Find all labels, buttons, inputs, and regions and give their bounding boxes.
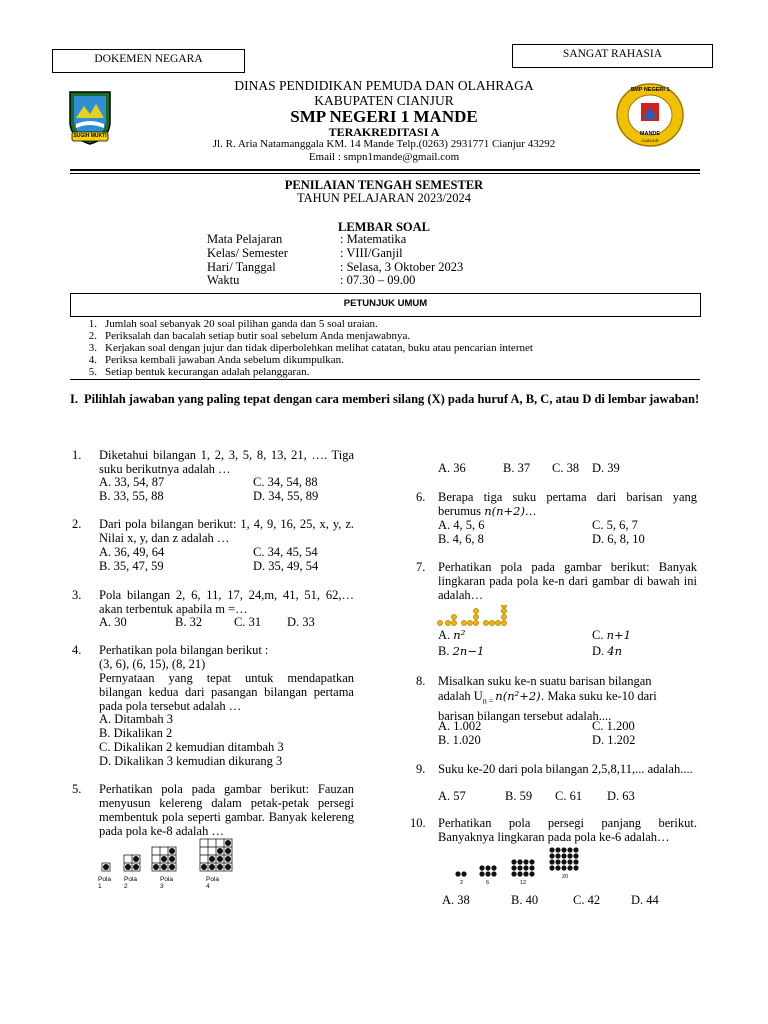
exam-title: PENILAIAN TENGAH SEMESTER bbox=[284, 178, 484, 192]
rule-item: 5. Setiap bentuk kecurangan adalah pelanggaran. bbox=[88, 366, 310, 378]
rules-list bbox=[70, 318, 700, 378]
q1-option-a: A. 33, 54, 87 bbox=[99, 475, 165, 489]
q3-option-d: D. 33 bbox=[287, 615, 315, 629]
q10-rectangle-pattern-figure bbox=[452, 846, 602, 888]
q5-pattern-label: Pola 1 bbox=[98, 876, 112, 890]
q9-option-c: C. 61 bbox=[555, 789, 583, 803]
q9-option-d: D. 63 bbox=[607, 789, 635, 803]
q5-option-d: D. 39 bbox=[592, 461, 620, 475]
header-divider bbox=[70, 169, 700, 171]
q7-option-b: B. 2n−1 bbox=[438, 644, 485, 658]
doc-label-left: DOKEMEN NEGARA bbox=[52, 49, 245, 73]
q2-option-a: A. 36, 49, 64 bbox=[99, 545, 165, 559]
q6-option-c: C. 5, 6, 7 bbox=[592, 518, 638, 532]
info-class: Kelas/ Semester : VIII/Ganjil bbox=[207, 246, 403, 260]
q8-option-d: D. 1.202 bbox=[592, 733, 636, 747]
q1-option-c: C. 34, 54, 88 bbox=[253, 475, 318, 489]
rule-item: 2. Periksalah dan bacalah setiap butir soal sebelum Anda menjawabnya. bbox=[88, 330, 411, 342]
q5-option-c: C. 38 bbox=[552, 461, 580, 475]
header-divider-thin bbox=[70, 173, 700, 174]
petunjuk-title: PETUNJUK UMUM bbox=[70, 293, 701, 317]
school-logo-text-bottom: MANDE bbox=[639, 131, 661, 137]
school-name: SMP NEGERI 1 MANDE bbox=[290, 107, 478, 126]
q3-option-c: C. 31 bbox=[234, 615, 262, 629]
rules-divider bbox=[70, 379, 700, 380]
q10-dot-rectangles bbox=[452, 846, 602, 880]
q5-marble-pattern-figure bbox=[98, 838, 258, 888]
q10-option-a: A. 38 bbox=[442, 893, 470, 907]
q9-option-b: B. 59 bbox=[505, 789, 533, 803]
q4-option-d: D. Dikalikan 3 kemudian dikurang 3 bbox=[99, 754, 283, 768]
info-date: Hari/ Tanggal : Selasa, 3 Oktober 2023 bbox=[207, 260, 464, 274]
q3-option-a: A. 30 bbox=[99, 615, 127, 629]
q10-option-d: D. 44 bbox=[631, 893, 659, 907]
q4-option-b: B. Dikalikan 2 bbox=[99, 726, 173, 740]
q10-option-c: C. 42 bbox=[573, 893, 601, 907]
q2-option-c: C. 34, 45, 54 bbox=[253, 545, 318, 559]
school-address: Jl. R. Aria Natamanggala KM. 14 Mande Telp.(0263) 2931771 Cianjur 43292 bbox=[212, 138, 556, 150]
q10-pattern-label: 20 bbox=[562, 874, 569, 880]
q7-option-a: A. n² bbox=[438, 628, 466, 642]
q10-pattern-label: 2 bbox=[460, 880, 464, 886]
q6-option-a: A. 4, 5, 6 bbox=[438, 518, 485, 532]
q3-option-b: B. 32 bbox=[175, 615, 203, 629]
district-logo-motto: SUGIH MUKTI bbox=[73, 133, 107, 139]
school-email: Email : smpn1mande@gmail.com bbox=[308, 151, 460, 163]
q10-option-b: B. 40 bbox=[511, 893, 539, 907]
q10-pattern-label: 6 bbox=[486, 880, 490, 886]
q8-option-c: C. 1.200 bbox=[592, 719, 635, 733]
section-instruction: I. Pilihlah jawaban yang paling tepat dengan cara memberi silang (X) pada huruf A, B, C, atau D di lembar jawaban! bbox=[70, 392, 700, 406]
rule-item: 3. Kerjakan soal dengan jujur dan tidak diperbolehkan melihat catatan, buku atau pencarian internet bbox=[88, 342, 533, 354]
q8-option-a: A. 1.002 bbox=[438, 719, 482, 733]
exam-year: TAHUN PELAJARAN 2023/2024 bbox=[297, 191, 471, 205]
q7-option-d: D. 4n bbox=[592, 644, 623, 658]
doc-label-right: SANGAT RAHASIA bbox=[512, 44, 713, 68]
header-line-2: KABUPATEN CIANJUR bbox=[314, 93, 454, 108]
q4-option-c: C. Dikalikan 2 kemudian ditambah 3 bbox=[99, 740, 284, 754]
q5-pattern-label: Pola 4 bbox=[206, 876, 220, 890]
q5-option-b: B. 37 bbox=[503, 461, 531, 475]
school-logo-text-small: CIANJUR bbox=[641, 138, 659, 143]
q5-pattern-label: Pola 3 bbox=[160, 876, 174, 890]
q5-pattern-label: Pola 2 bbox=[124, 876, 138, 890]
q2-option-d: D. 35, 49, 54 bbox=[253, 559, 319, 573]
q5-marble-grid bbox=[98, 838, 258, 874]
school-logo-text: SMP NEGERI 1 bbox=[630, 87, 670, 93]
accreditation: TERAKREDITASI A bbox=[328, 125, 440, 139]
info-time: Waktu : 07.30 – 09.00 bbox=[207, 273, 416, 287]
sheet-title: LEMBAR SOAL bbox=[337, 220, 431, 234]
q5-option-a: A. 36 bbox=[438, 461, 466, 475]
q10-pattern-label: 12 bbox=[520, 880, 527, 886]
q2-option-b: B. 35, 47, 59 bbox=[99, 559, 164, 573]
q4-option-a: A. Ditambah 3 bbox=[99, 712, 173, 726]
q9-option-a: A. 57 bbox=[438, 789, 466, 803]
q6-option-b: B. 4, 6, 8 bbox=[438, 532, 484, 546]
header-line-1: DINAS PENDIDIKAN PEMUDA DAN OLAHRAGA bbox=[234, 78, 534, 93]
q7-option-c: C. n+1 bbox=[592, 628, 631, 642]
q1-option-b: B. 33, 55, 88 bbox=[99, 489, 164, 503]
rule-item: 4. Periksa kembali jawaban Anda sebelum dikumpulkan. bbox=[88, 354, 344, 366]
q1-option-d: D. 34, 55, 89 bbox=[253, 489, 319, 503]
rule-item: 1. Jumlah soal sebanyak 20 soal pilihan ganda dan 5 soal uraian. bbox=[88, 318, 378, 330]
q7-circle-pattern-figure bbox=[436, 605, 536, 627]
q6-option-d: D. 6, 8, 10 bbox=[592, 532, 645, 546]
q8-option-b: B. 1.020 bbox=[438, 733, 481, 747]
info-subject: Mata Pelajaran : Matematika bbox=[207, 232, 407, 246]
